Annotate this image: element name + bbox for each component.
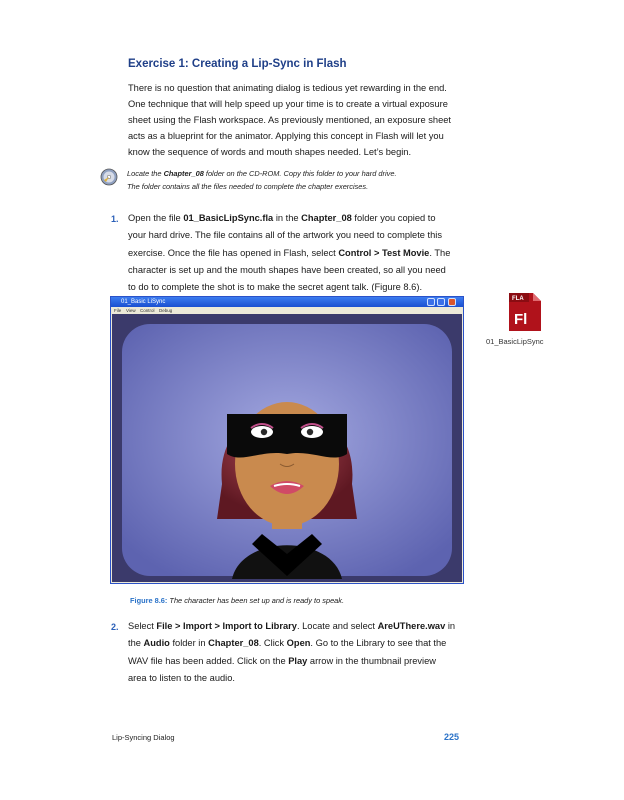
step-line: Select File > Import > Import to Library. Locate and select AreUThere.wav in xyxy=(128,621,456,631)
flash-glyph: Fl xyxy=(514,311,528,328)
exercise-heading: Exercise 1: Creating a Lip-Sync in Flash xyxy=(128,58,347,70)
fla-badge: FLA xyxy=(512,296,524,302)
intro-line: One technique that will help speed up your time is to create a virtual exposure xyxy=(128,99,448,109)
window-title: 01_Basic LiSync xyxy=(121,299,166,305)
flash-player-window xyxy=(110,296,464,584)
intro-line: acts as a blueprint for the animator. Applying this concept in Flash will let you xyxy=(128,131,444,141)
minimize-icon[interactable] xyxy=(427,298,435,306)
note-line-1 xyxy=(127,167,447,180)
fla-file-icon[interactable] xyxy=(508,292,542,332)
figure-caption xyxy=(130,596,344,605)
movie-stage xyxy=(112,314,462,582)
step-line: Open the file 01_BasicLipSync.fla in the Chapter_08 folder you copied to xyxy=(128,213,436,223)
note-folder: Chapter_08 xyxy=(163,169,204,178)
step-line: to do to complete the shot is to make the secret agent talk. (Figure 8.6). xyxy=(128,282,423,293)
note-line-2: The folder contains all the files needed to complete the chapter exercises. xyxy=(127,182,369,191)
step-number: 1. xyxy=(111,214,119,224)
menu-debug[interactable]: Debug xyxy=(159,308,173,313)
intro-line: sheet using the Flash workspace. As previously mentioned, an exposure sheet xyxy=(128,115,451,125)
figure-label: Figure 8.6: xyxy=(130,596,168,605)
step-line: WAV file has been added. Click on the Play arrow in the thumbnail preview xyxy=(128,655,436,666)
page-number: 225 xyxy=(444,732,460,742)
intro-line: There is no question that animating dialog is tedious yet rewarding in the end. xyxy=(128,83,447,93)
window-titlebar[interactable] xyxy=(111,297,463,307)
step-line: exercise. Once the file has opened in Flash, select Control > Test Movie. The xyxy=(128,247,451,258)
step-number: 2. xyxy=(111,622,119,632)
cd-note xyxy=(127,167,447,193)
step-line: the Audio folder in Chapter_08. Click Open. Go to the Library to see that the xyxy=(128,638,447,649)
menu-view[interactable]: View xyxy=(126,308,136,313)
figure-caption-text: The character has been set up and is ready to speak. xyxy=(167,596,345,605)
secret-agent-character xyxy=(112,314,462,582)
running-footer: Lip-Syncing Dialog xyxy=(112,733,175,742)
fla-file-label: 01_BasicLipSync xyxy=(486,337,544,346)
intro-line: know the sequence of words and mouth shapes needed. Let’s begin. xyxy=(128,147,412,157)
menu-file[interactable]: File xyxy=(114,308,122,313)
step-line: area to listen to the audio. xyxy=(128,672,235,683)
note-text: Locate the xyxy=(127,169,164,178)
step-1 xyxy=(128,210,458,296)
step-line: your hard drive. The file contains all of the artwork you need to complete this xyxy=(128,230,443,241)
maximize-icon[interactable] xyxy=(437,298,445,306)
step-line: character is set up and the mouth shapes have been created, so all you need xyxy=(128,264,446,275)
note-text: folder on the CD-ROM. Copy this folder to your hard drive. xyxy=(203,169,397,178)
close-icon[interactable] xyxy=(448,298,456,306)
cd-rom-icon xyxy=(100,168,118,186)
step-2 xyxy=(128,618,458,687)
menu-control[interactable]: Control xyxy=(140,308,155,313)
intro-paragraph xyxy=(128,80,458,160)
window-menubar xyxy=(111,307,463,314)
